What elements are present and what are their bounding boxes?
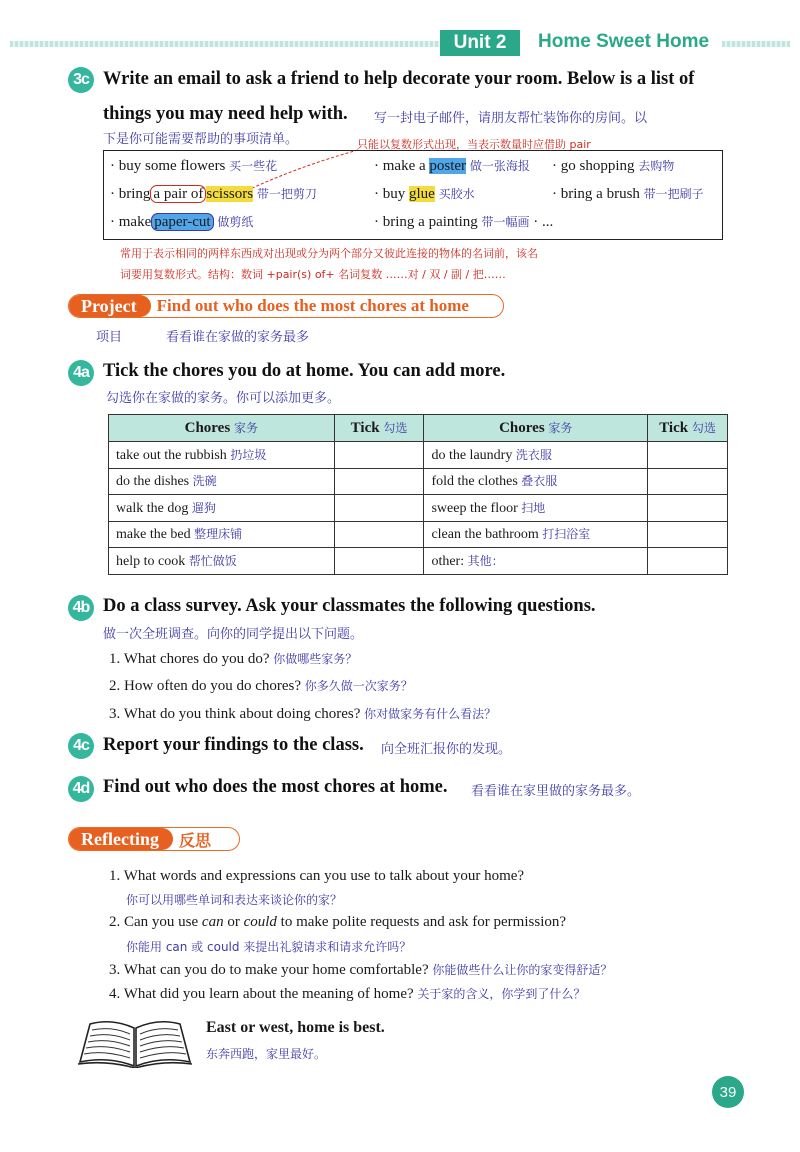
- highlight-paper-cut: paper-cut: [151, 213, 213, 231]
- help-list-box: [103, 150, 723, 240]
- annotation-circle-pair: a pair of: [150, 185, 206, 203]
- header-tick-2: Tick 勾选: [648, 415, 728, 442]
- highlight-scissors: scissors: [206, 186, 254, 202]
- project-title: Find out who does the most chores at home: [156, 296, 469, 315]
- list-item-glue: · buy glue 买胶水: [374, 186, 475, 202]
- section-4b-cn: 做一次全班调查。向你的同学提出以下问题。: [103, 627, 364, 642]
- section-4a-cn: 勾选你在家做的家务。你可以添加更多。: [106, 391, 341, 406]
- project-banner: [68, 294, 504, 318]
- section-4d-heading: Find out who does the most chores at home.: [103, 777, 448, 797]
- reflect-question-3: 3. What can you do to make your home comfortable? 你能做些什么让你的家变得舒适？: [109, 962, 613, 978]
- chore-cell: do the laundry 洗衣服: [424, 442, 648, 469]
- section-badge-4c: 4c: [68, 733, 94, 759]
- table-header-row: [109, 415, 728, 442]
- tick-cell[interactable]: [334, 495, 424, 522]
- reflect-question-2-cn: 你能用 can 或 could 来提出礼貌请求和请求允许吗？: [126, 940, 412, 954]
- section-4d-cn: 看看谁在家里做的家务最多。: [471, 784, 641, 799]
- open-book-icon: [76, 1016, 194, 1068]
- section-3c-cn-line1: 写一封电子邮件，请朋友帮忙装饰你的房间。以: [374, 111, 648, 126]
- list-item-brush: · bring a brush 带一把刷子: [552, 186, 704, 202]
- section-badge-4d: 4d: [68, 776, 94, 802]
- tick-cell[interactable]: [648, 521, 728, 548]
- survey-question-2: 2. How often do you do chores? 你多久做一次家务？: [109, 678, 413, 694]
- chore-cell: clean the bathroom 打扫浴室: [424, 521, 648, 548]
- table-row: [109, 548, 728, 575]
- page-number: 39: [712, 1076, 744, 1108]
- list-item-poster: · make a poster 做一张海报: [374, 158, 530, 174]
- survey-question-1: 1. What chores do you do? 你做哪些家务？: [109, 651, 358, 667]
- tick-cell[interactable]: [648, 495, 728, 522]
- section-4a-heading: Tick the chores you do at home. You can add more.: [103, 361, 506, 381]
- reflecting-tag: Reflecting: [69, 828, 173, 850]
- section-4b-heading: Do a class survey. Ask your classmates the following questions.: [103, 596, 596, 616]
- reflect-question-1: 1. What words and expressions can you use to talk about your home?: [109, 868, 525, 884]
- unit-title: Home Sweet Home: [538, 31, 710, 52]
- chore-cell: walk the dog 遛狗: [109, 495, 335, 522]
- proverb-en: East or west, home is best.: [206, 1019, 385, 1036]
- section-3c-heading-line1: Write an email to ask a friend to help decorate your room. Below is a list of: [103, 69, 695, 89]
- reflecting-banner: [68, 827, 240, 851]
- table-row: [109, 495, 728, 522]
- survey-question-3: 3. What do you think about doing chores? 你对做家务有什么看法？: [109, 706, 497, 722]
- proverb-cn: 东奔西跑，家里最好。: [206, 1047, 327, 1061]
- list-item-scissors: · bring a pair of scissors 带一把剪刀: [110, 186, 317, 202]
- tick-cell[interactable]: [648, 548, 728, 575]
- header-rule-right: [722, 41, 790, 47]
- table-row: [109, 442, 728, 469]
- section-badge-3c: 3c: [68, 67, 94, 93]
- tick-cell[interactable]: [648, 468, 728, 495]
- tick-cell[interactable]: [334, 548, 424, 575]
- reflect-question-1-cn: 你可以用哪些单词和表达来谈论你的家？: [126, 893, 343, 907]
- tick-cell[interactable]: [334, 442, 424, 469]
- unit-label: Unit 2: [440, 30, 520, 56]
- tick-cell[interactable]: [648, 442, 728, 469]
- chores-table: [108, 414, 728, 575]
- reflect-question-4: 4. What did you learn about the meaning of home? 关于家的含义，你学到了什么？: [109, 986, 586, 1002]
- chore-cell: make the bed 整理床铺: [109, 521, 335, 548]
- highlight-poster: poster: [429, 158, 467, 174]
- list-item-shopping: · go shopping 去购物: [552, 158, 675, 174]
- tick-cell[interactable]: [334, 468, 424, 495]
- table-row: [109, 521, 728, 548]
- list-item-flowers: · buy some flowers 买一些花: [110, 158, 278, 174]
- chore-cell: other: 其他：: [424, 548, 648, 575]
- chore-cell: sweep the floor 扫地: [424, 495, 648, 522]
- header-chores-2: Chores 家务: [424, 415, 648, 442]
- header-tick: Tick 勾选: [334, 415, 424, 442]
- chore-cell: do the dishes 洗碗: [109, 468, 335, 495]
- header-chores: Chores 家务: [109, 415, 335, 442]
- chore-cell: take out the rubbish 扔垃圾: [109, 442, 335, 469]
- section-4c-heading: Report your findings to the class.: [103, 735, 364, 755]
- tick-cell[interactable]: [334, 521, 424, 548]
- annotation-pair-note: 只能以复数形式出现，当表示数量时应借助 pair: [357, 138, 591, 151]
- table-row: [109, 468, 728, 495]
- list-item-paper-cut: · make paper-cut 做剪纸: [110, 214, 254, 230]
- highlight-glue: glue: [409, 186, 435, 202]
- project-cn-title: 看看谁在家做的家务最多: [166, 330, 310, 345]
- section-4c-cn: 向全班汇报你的发现。: [381, 742, 512, 757]
- chore-cell: help to cook 帮忙做饭: [109, 548, 335, 575]
- annotation-pair-usage-2: 词要用复数形式。结构：数词 +pair(s) of+ 名词复数 ……对 / 双 / 副 / 把……: [120, 268, 506, 281]
- reflecting-cn: 反思: [178, 830, 211, 850]
- section-badge-4b: 4b: [68, 595, 94, 621]
- annotation-pair-usage-1: 常用于表示相同的两样东西成对出现或分为两个部分又彼此连接的物体的名词前，该名: [120, 247, 538, 260]
- section-3c-cn-line2: 下是你可能需要帮助的事项清单。: [103, 132, 299, 147]
- section-badge-4a: 4a: [68, 360, 94, 386]
- project-cn-label: 项目: [96, 330, 123, 345]
- section-3c-heading-line2: things you may need help with.: [103, 104, 348, 124]
- chore-cell: fold the clothes 叠衣服: [424, 468, 648, 495]
- header-rule-left: [10, 41, 440, 47]
- project-tag: Project: [69, 295, 151, 317]
- list-item-painting: · bring a painting 带一幅画 · ...: [374, 214, 554, 230]
- reflect-question-2: 2. Can you use can or could to make polite requests and ask for permission?: [109, 914, 567, 930]
